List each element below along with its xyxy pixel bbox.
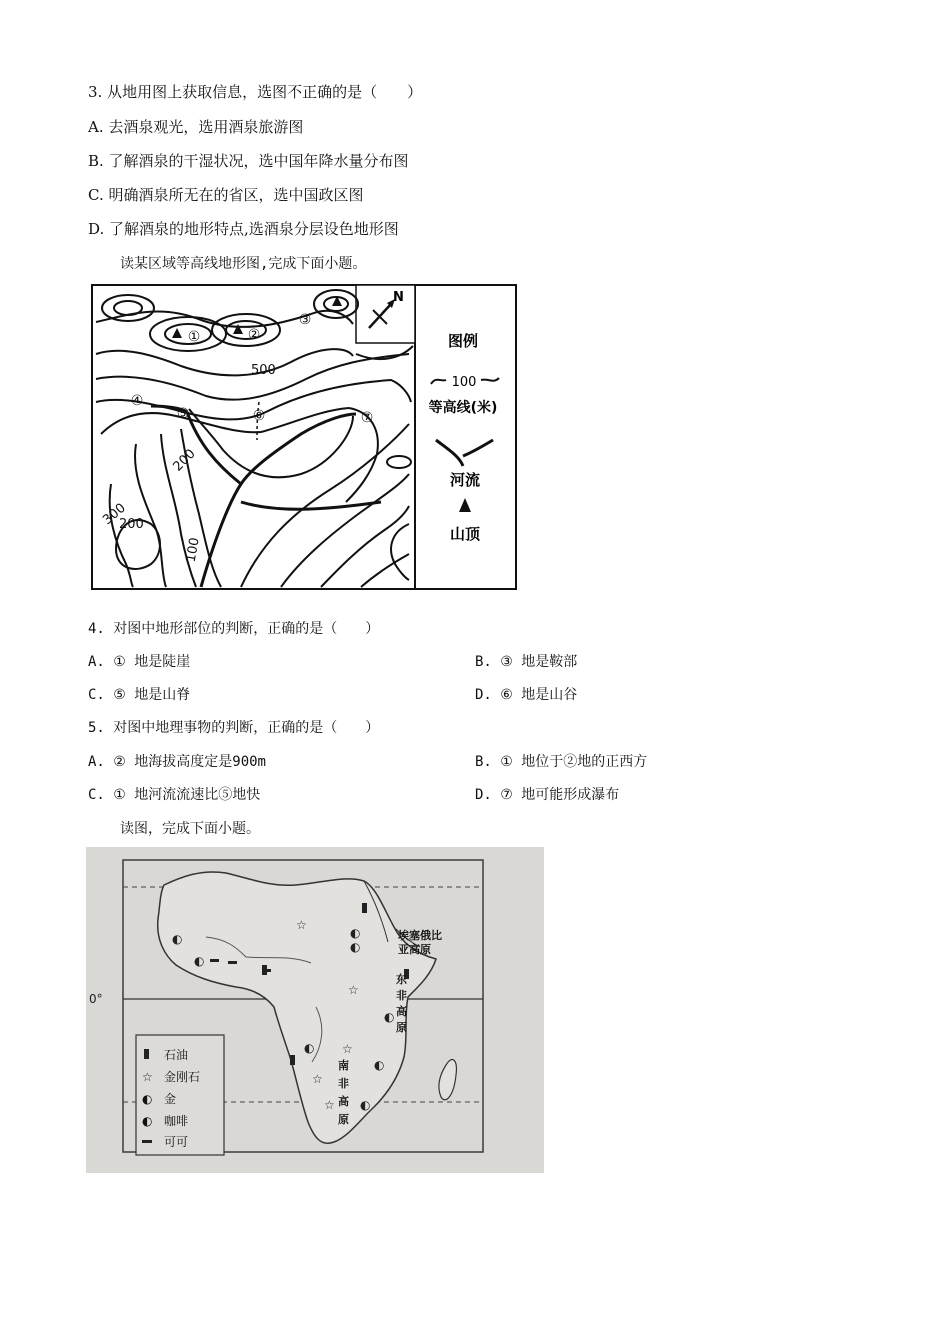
q3-option-b: B. 了解酒泉的干湿状况，选中国年降水量分布图 [88, 152, 409, 170]
north-label: N [393, 290, 404, 305]
elev-label-200b: 200 [119, 517, 144, 532]
legend-diamond: 金刚石 [164, 1070, 201, 1084]
cocoa-icon [142, 1140, 152, 1143]
q3-option-c: C. 明确酒泉所无在的省区，选中国政区图 [88, 186, 364, 204]
q4-option-d: D. ⑥ 地是山谷 [475, 687, 578, 703]
contour-map [91, 284, 517, 590]
point-6-label: ⑥ [252, 408, 266, 424]
coffee-symbol: ◐ [384, 1010, 395, 1024]
point-5-label: ⑤ [176, 406, 190, 422]
gold-symbol: ◐ [374, 1058, 385, 1072]
point-2-label: ② [247, 327, 261, 343]
legend-gold: 金 [164, 1092, 177, 1106]
east-africa-plateau-label: 东非高原 [396, 973, 407, 1034]
q3-option-d: D. 了解酒泉的地形特点,选酒泉分层设色地形图 [88, 220, 399, 238]
north-arrow-box [356, 285, 415, 343]
legend-cocoa: 可可 [164, 1135, 189, 1149]
legend-title: 图例 [447, 332, 479, 350]
equator-label: 0° [89, 992, 103, 1006]
q4-stem: 4. 对图中地形部位的判断，正确的是（ ） [88, 621, 380, 637]
diamond-symbol: ☆ [312, 1072, 323, 1086]
intro-contour-map: 读某区域等高线地形图,完成下面小题。 [120, 256, 367, 272]
q4-option-c: C. ⑤ 地是山脊 [88, 687, 191, 703]
diamond-symbol: ☆ [348, 983, 359, 997]
q5-option-a: A. ② 地海拔高度定是900m [88, 754, 266, 770]
q5-option-b: B. ① 地位于②地的正西方 [475, 754, 648, 770]
coffee-symbol: ◐ [350, 940, 361, 954]
elev-label-300: 300 [100, 500, 129, 529]
legend-contour-value: 100 [451, 375, 477, 390]
q5-stem: 5. 对图中地理事物的判断，正确的是（ ） [88, 720, 380, 736]
diamond-icon: ☆ [142, 1070, 153, 1084]
q3-option-a: A. 去酒泉观光，选用酒泉旅游图 [88, 118, 304, 136]
gold-icon: ◐ [142, 1092, 153, 1106]
q4-option-a: A. ① 地是陡崖 [88, 654, 191, 670]
gold-symbol: ◐ [172, 932, 183, 946]
legend-oil: 石油 [164, 1048, 189, 1062]
diamond-symbol: ☆ [324, 1098, 335, 1112]
ethiopian-highlands-label: 埃塞俄比亚高原 [398, 929, 442, 956]
oil-icon [144, 1049, 149, 1059]
q5-option-d: D. ⑦ 地可能形成瀑布 [475, 787, 620, 803]
point-3-label: ③ [298, 312, 312, 328]
gold-symbol: ◐ [304, 1041, 315, 1055]
q4-option-b: B. ③ 地是鞍部 [475, 654, 578, 670]
gold-symbol: ◐ [350, 926, 361, 940]
legend-peak-label: 山顶 [449, 525, 481, 543]
elev-label-100: 100 [183, 536, 203, 564]
diamond-symbol: ☆ [296, 918, 307, 932]
coffee-symbol: ◐ [194, 954, 205, 968]
gold-symbol: ◐ [360, 1098, 371, 1112]
south-africa-plateau-label: 南非高原 [338, 1059, 349, 1126]
point-4-label: ④ [130, 393, 144, 409]
legend-coffee: 咖啡 [164, 1114, 189, 1128]
elev-label-500: 500 [251, 363, 276, 378]
elev-label-200a: 200 [170, 446, 199, 475]
coffee-icon: ◐ [142, 1114, 153, 1128]
q3-stem: 3. 从地用图上获取信息，选图不正确的是（ ） [88, 83, 423, 101]
africa-map-legend [136, 1035, 224, 1155]
africa-resource-map [86, 847, 544, 1173]
diamond-symbol: ☆ [342, 1042, 353, 1056]
intro-africa-map: 读图，完成下面小题。 [120, 821, 260, 837]
point-1-label: ① [187, 329, 201, 345]
legend-river-label: 河流 [449, 471, 481, 489]
legend-contour-label: 等高线(米) [428, 400, 498, 416]
point-7-label: ⑦ [360, 410, 374, 426]
q5-option-c: C. ① 地河流流速比⑤地快 [88, 787, 261, 803]
